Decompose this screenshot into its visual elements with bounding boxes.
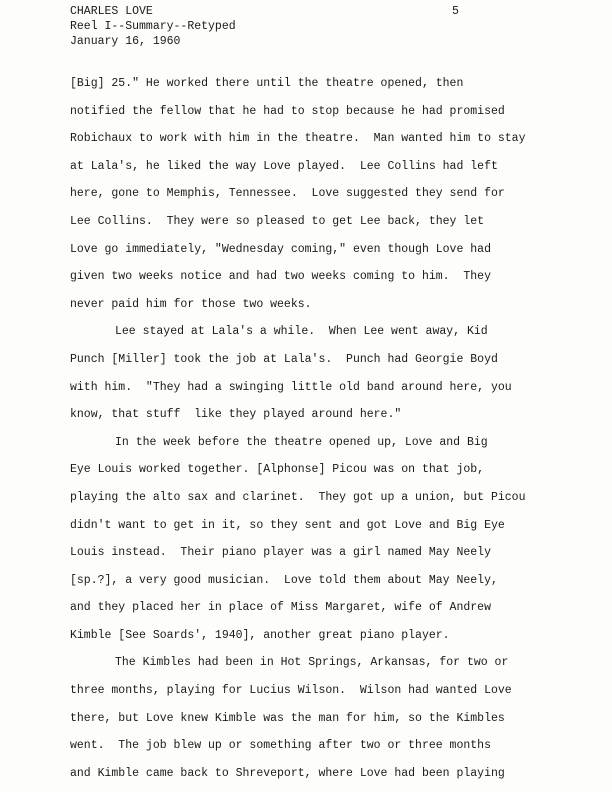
text-line: didn't want to get in it, so they sent and got Love and Big Eye xyxy=(70,518,505,532)
text-line: In the week before the theatre opened up, Love and Big xyxy=(115,435,488,449)
body-text xyxy=(70,70,540,787)
text-line: there, but Love knew Kimble was the man for him, so the Kimbles xyxy=(70,711,505,725)
text-line: went. The job blew up or something after two or three months xyxy=(70,739,491,753)
text-line: playing the alto sax and clarinet. They got up a union, but Picou xyxy=(70,490,526,504)
text-line: and they placed her in place of Miss Margaret, wife of Andrew xyxy=(70,601,491,615)
text-line: Kimble [See Soards', 1940], another great piano player. xyxy=(70,628,450,642)
text-line: [sp.?], a very good musician. Love told them about May Neely, xyxy=(70,573,498,587)
text-line: Lee stayed at Lala's a while. When Lee went away, Kid xyxy=(115,325,488,339)
text-line: and Kimble came back to Shreveport, where Love had been playing xyxy=(70,766,505,780)
text-line: Lee Collins. They were so pleased to get Lee back, they let xyxy=(70,214,485,228)
text-line: Eye Louis worked together. [Alphonse] Picou was on that job, xyxy=(70,463,485,477)
text-line: at Lala's, he liked the way Love played. Lee Collins had left xyxy=(70,159,498,173)
text-line: Love go immediately, "Wednesday coming," even though Love had xyxy=(70,242,491,256)
text-line: The Kimbles had been in Hot Springs, Arkansas, for two or xyxy=(115,656,509,670)
text-line: Punch [Miller] took the job at Lala's. Punch had Georgie Boyd xyxy=(70,352,498,366)
page-number: 5 xyxy=(452,5,459,18)
text-line: given two weeks notice and had two weeks coming to him. They xyxy=(70,270,491,284)
header-reel: Reel I--Summary--Retyped xyxy=(70,20,236,33)
text-line: notified the fellow that he had to stop because he had promised xyxy=(70,104,505,118)
text-line: never paid him for those two weeks. xyxy=(70,297,312,311)
text-line: three months, playing for Lucius Wilson. Wilson had wanted Love xyxy=(70,684,512,698)
text-line: here, gone to Memphis, Tennessee. Love suggested they send for xyxy=(70,187,505,201)
document-header xyxy=(70,4,236,49)
text-line: with him. "They had a swinging little old band around here, you xyxy=(70,380,512,394)
text-line: Louis instead. Their piano player was a girl named May Neely xyxy=(70,546,491,560)
text-line: know, that stuff like they played around here." xyxy=(70,408,402,422)
text-line: Robichaux to work with him in the theatre. Man wanted him to stay xyxy=(70,132,526,146)
header-date: January 16, 1960 xyxy=(70,35,181,48)
header-name: CHARLES LOVE xyxy=(70,5,153,18)
text-line: [Big] 25." He worked there until the theatre opened, then xyxy=(70,77,464,90)
